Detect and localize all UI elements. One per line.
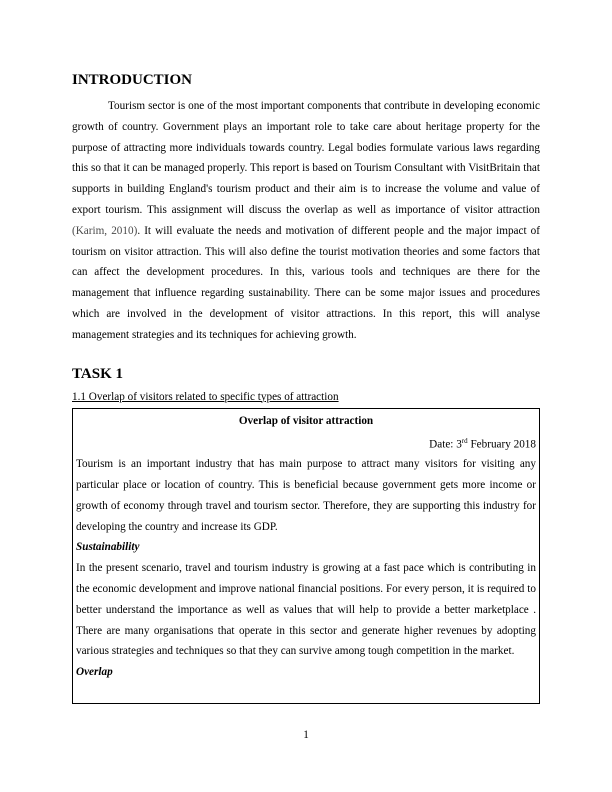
intro-text-part2: . It will evaluate the needs and motivation of different people and the major impact of tourism on visitor attraction. This will also define the tourist motivation theories and some factors that can affect the development procedures. In this, various tools and techniques are there for the management that influence regarding sustainability. There can be some major issues and procedures which are involved in the development of visitor attractions. In this report, this will analyse management strategies and its techniques for achieving growth. <box>72 224 540 341</box>
date-ordinal: rd <box>461 436 468 445</box>
overlap-box <box>72 408 540 704</box>
box-title: Overlap of visitor attraction <box>238 414 374 427</box>
date-prefix: Date: 3 <box>429 438 462 451</box>
box-date <box>76 431 536 455</box>
box-paragraph-2: In the present scenario, travel and tourism industry is growing at a fast pace which is contributing in the economic development and improve national financial positions. For every person, it is required to better understand the importance as well as values that will help to provide a better marketplace . There are many organisations that operate in this sector and generate higher revenues by adopting various strategies and techniques so that they can survive among tough competition in the market. <box>76 562 536 658</box>
task1-heading: TASK 1 <box>72 365 123 382</box>
page-number: 1 <box>303 729 309 741</box>
citation-link[interactable]: (Karim, 2010) <box>72 224 138 237</box>
introduction-heading: INTRODUCTION <box>72 72 193 88</box>
page-content <box>72 70 540 704</box>
intro-text-part1: Tourism sector is one of the most important components that contribute in developing economic growth of country. Government plays an important role to take care about heritage property for the purpose of attracting more individuals towards country. Legal bodies formulate various laws regarding this so that it can be managed properly. This report is based on Tourism Consultant with VisitBritain that supports in building England's tourism product and their aim is to increase the volume and value of export tourism. This assignment will discuss the overlap as well as importance of visitor attraction <box>72 100 540 216</box>
box-paragraph-1: Tourism is an important industry that has main purpose to attract many visitors for visiting any particular place or location of country. This is beneficial because government gets more income or growth of economy through travel and tourism sector. Therefore, they are supporting this industry for developing the country and increase its GDP. <box>76 458 536 533</box>
sustainability-heading: Sustainability <box>76 541 140 554</box>
introduction-paragraph <box>72 96 540 346</box>
date-rest: February 2018 <box>467 438 536 451</box>
task1-subheading: 1.1 Overlap of visitors related to specific types of attraction <box>72 390 339 403</box>
overlap-heading: Overlap <box>76 666 113 679</box>
